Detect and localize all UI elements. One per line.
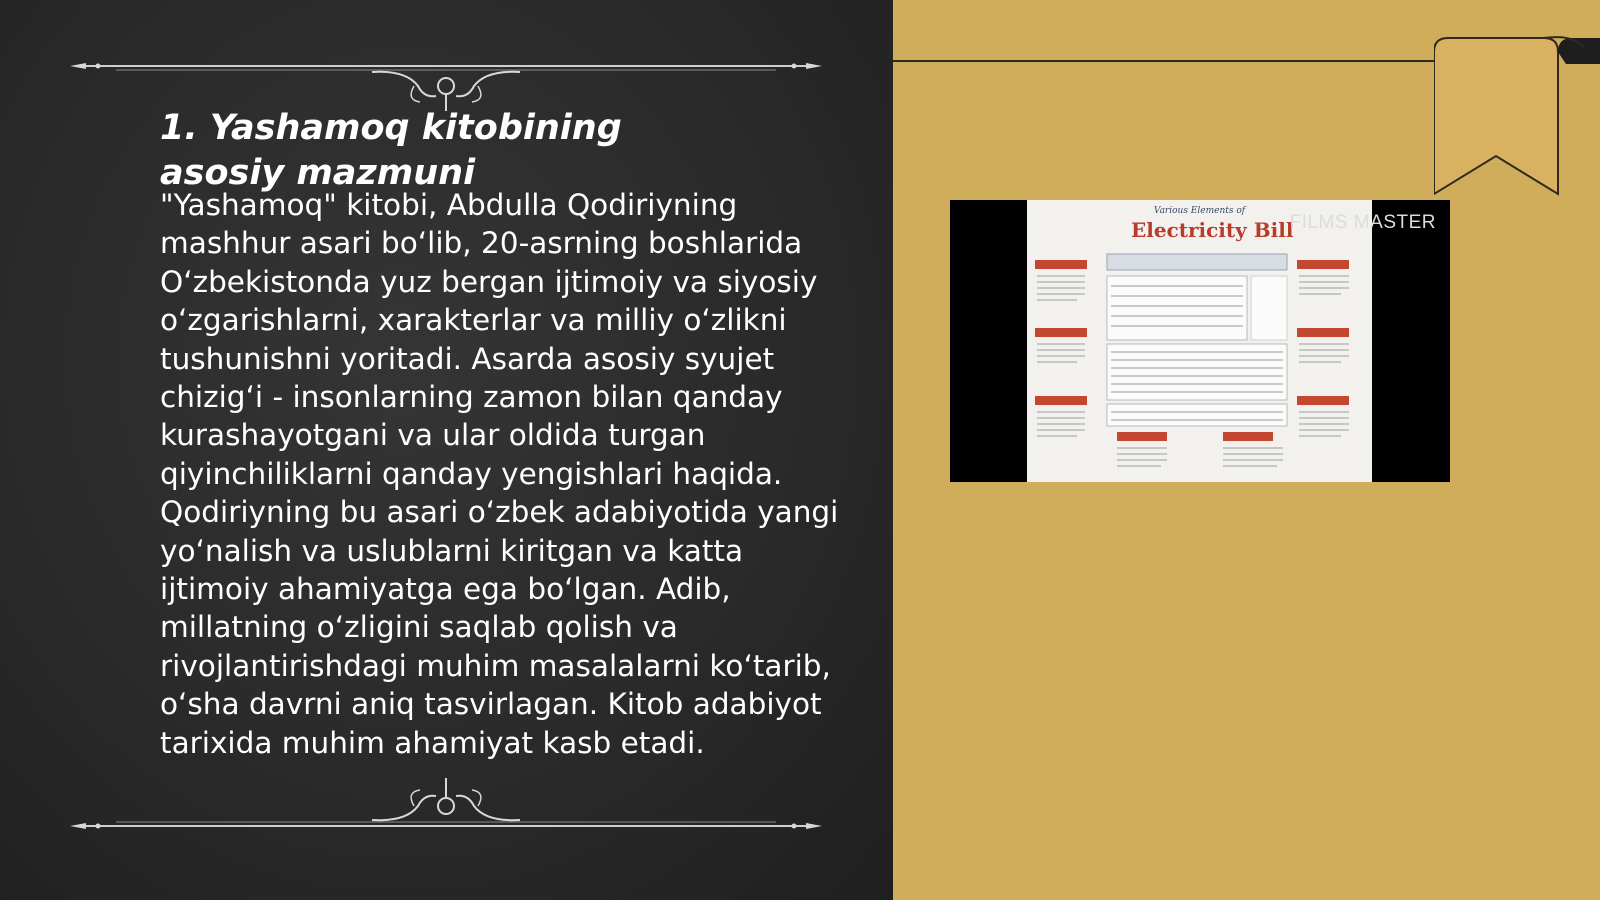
bill-title: Electricity Bill (1131, 218, 1294, 242)
slide-body-text: "Yashamoq" kitobi, Abdulla Qodiriyning mashhur asari bo‘lib, 20-asrning boshlarida O‘zbekistonda yuz bergan ijtimoiy va siyosiy o‘zgarishlarni, xarakterlar va milliy o‘zlikni tushunishni yoritadi. Asarda asosiy syujet chizig‘i - insonlarning zamon bilan qanday kurashayotgani va ular oldida turgan qiyinchiliklarni qanday yengishlari haqida. Qodiriyning bu asari o‘zbek adabiyotida yangi yo‘nalish va uslublarni kiritgan va katta ijtimoiy ahamiyatga ega bo‘lgan. Adib, millatning o‘zligini saqlab qolish va rivojlantirishdagi muhim masalalarni ko‘tarib, o‘sha davrni aniq tasvirlagan. Kitob adabiyot tarixida muhim ahamiyat kasb etadi. (160, 188, 839, 760)
video-frame-bill-image (1027, 200, 1372, 482)
bottom-ornament (66, 772, 826, 832)
divider-line (893, 60, 1438, 62)
bookmark-ribbon-icon (1434, 34, 1600, 204)
video-watermark: FILMS MASTER (1289, 212, 1436, 233)
bill-layout-graphic (1027, 200, 1372, 482)
bill-subtitle: Various Elements of (1153, 206, 1246, 216)
embedded-video[interactable] (950, 200, 1450, 482)
slide-title: 1. Yashamoq kitobining asosiy mazmuni (160, 108, 622, 193)
